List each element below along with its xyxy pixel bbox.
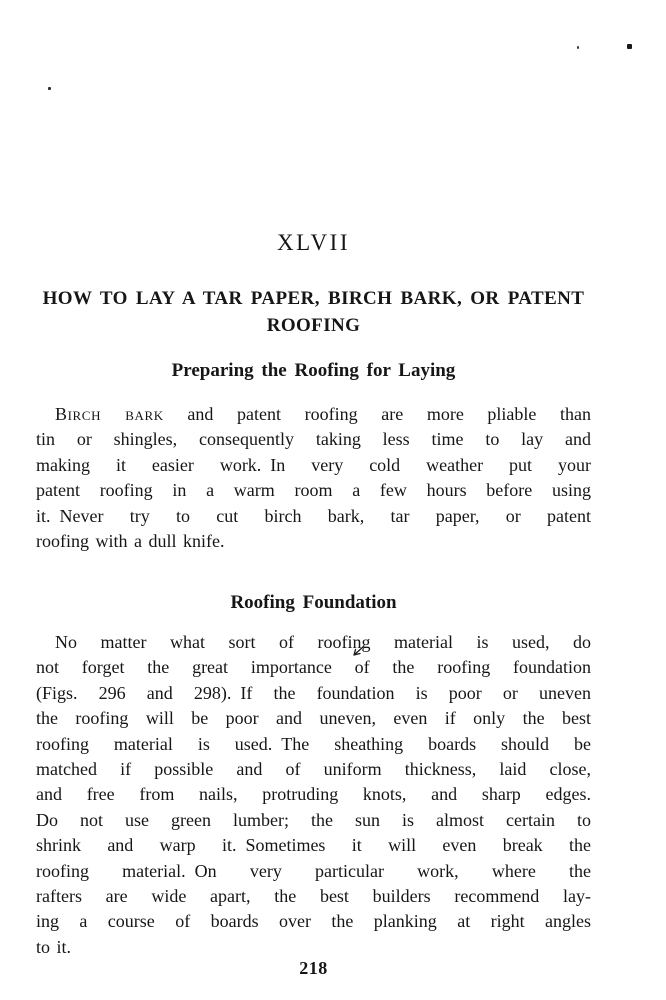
chapter-title: [36, 285, 591, 339]
text-line: No matter what sort of roofing material is used, do: [55, 632, 591, 652]
text-line: ing a course of boards over the planking at right angles: [36, 911, 591, 932]
ink-speck: [627, 44, 632, 49]
text-line: shrink and warp it. Sometimes it will even break the: [36, 835, 591, 856]
text-line: Birch bark and patent roofing are more pliable than: [55, 404, 592, 424]
ink-speck: [48, 87, 51, 90]
text-line: it. Never try to cut birch bark, tar paper, or patent: [36, 505, 591, 526]
section-heading-preparing: Preparing the Roofing for Laying: [171, 360, 456, 381]
ink-speck: [577, 46, 579, 49]
text-line: rafters are wide apart, the best builders recommend lay-: [36, 886, 591, 907]
text-line: patent roofing in a warm room a few hours before using: [36, 480, 591, 501]
text-line: to it.: [36, 936, 72, 957]
page-number: 218: [299, 958, 328, 978]
text-line: matched if possible and of uniform thickness, laid close,: [36, 759, 591, 780]
paragraph-foundation: [36, 630, 591, 960]
text-line: not forget the great importance of the roofing foundation: [36, 657, 591, 678]
smallcaps-lead: Birch bark: [55, 404, 164, 424]
text-line: and free from nails, protruding knots, and sharp edges.: [36, 784, 591, 805]
paragraph-preparing: [36, 402, 591, 554]
section-heading-foundation: Roofing Foundation: [230, 592, 397, 613]
text-line: (Figs. 296 and 298). If the foundation is poor or uneven: [36, 682, 591, 703]
text-line: roofing material is used. The sheathing boards should be: [36, 733, 591, 754]
text-line: the roofing will be poor and uneven, even if only the best: [36, 708, 591, 729]
text-line: roofing with a dull knife.: [36, 531, 225, 552]
text-line: HOW TO LAY A TAR PAPER, BIRCH BARK, OR PATENT: [42, 288, 585, 309]
text-line: tin or shingles, consequently taking less time to lay and: [36, 429, 591, 450]
text-line: ROOFING: [266, 315, 361, 336]
text-line: making it easier work. In very cold weather put your: [36, 454, 591, 475]
chapter-number: XLVII: [277, 230, 350, 255]
text-line: Do not use green lumber; the sun is almost certain to: [36, 809, 591, 830]
text-line: roofing material. On very particular work, where the: [36, 860, 591, 881]
